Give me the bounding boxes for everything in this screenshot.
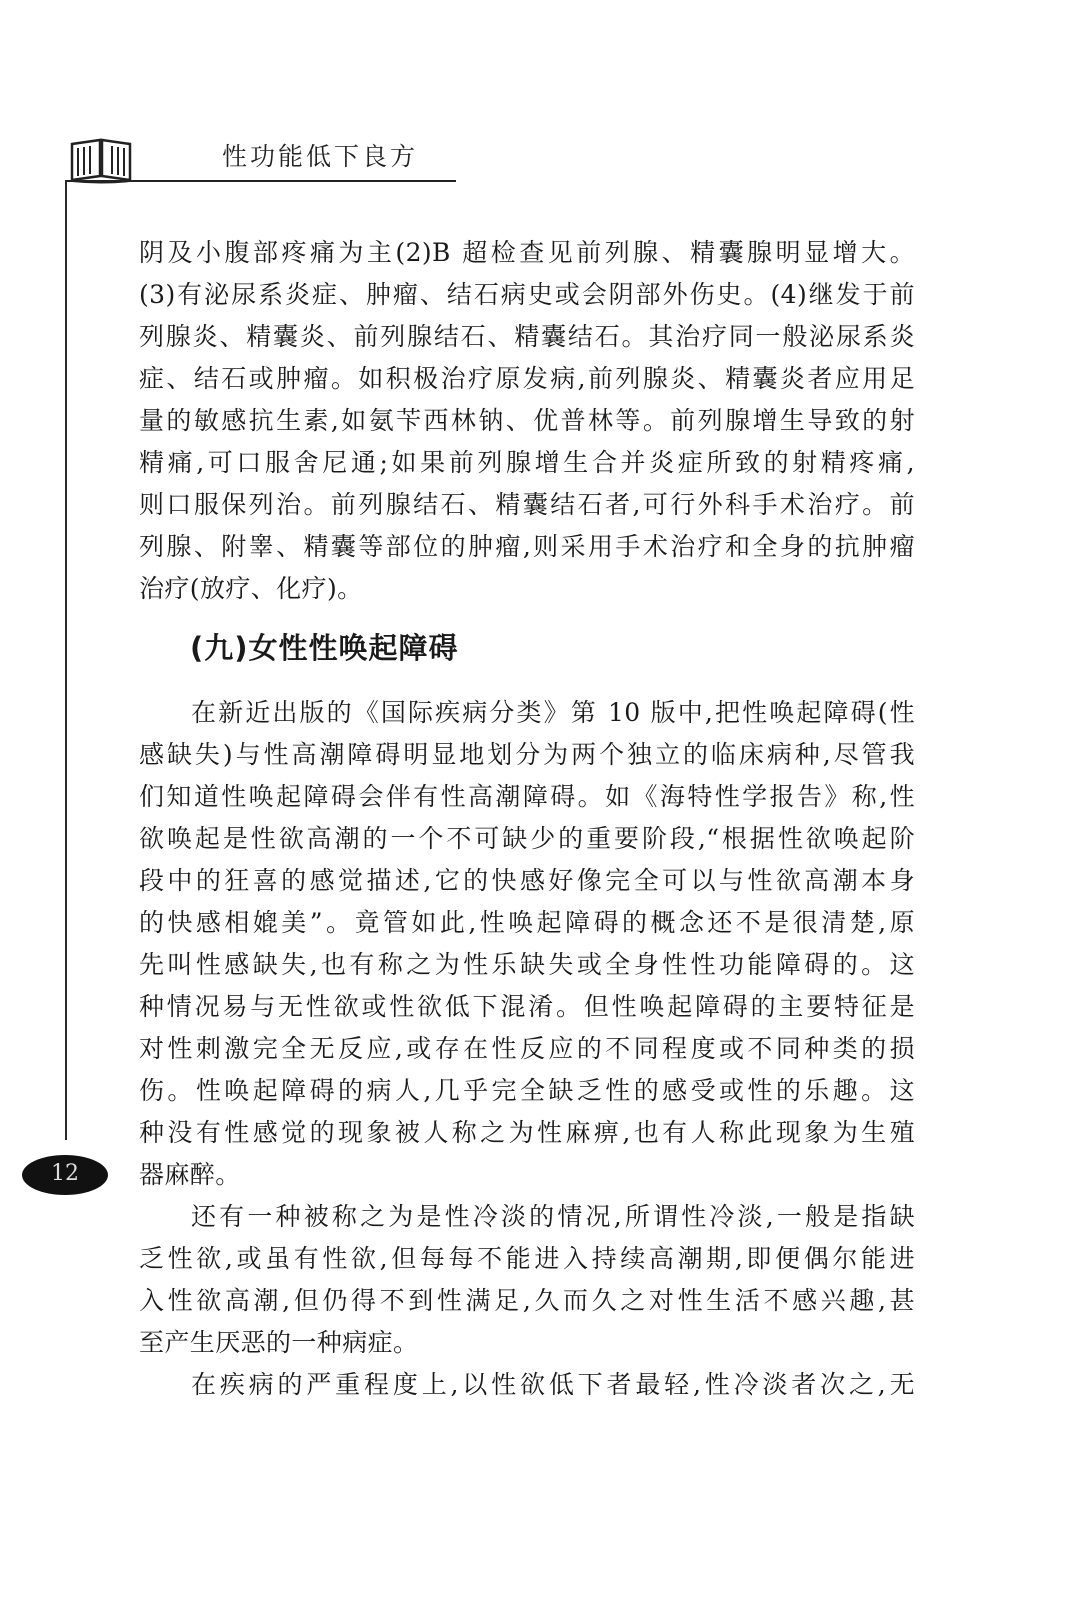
text-line: 们知道性唤起障碍会伴有性高潮障碍。如《海特性学报告》称,性 (139, 782, 915, 811)
text-line: 至产生厌恶的一种病症。 (139, 1328, 419, 1357)
text-line: 量的敏感抗生素,如氨苄西林钠、优普林等。前列腺增生导致的射 (139, 406, 915, 435)
text-line: 症、结石或肿瘤。如积极治疗原发病,前列腺炎、精囊炎者应用足 (139, 364, 915, 393)
text-line: 入性欲高潮,但仍得不到性满足,久而久之对性生活不感兴趣,甚 (139, 1286, 915, 1315)
paragraph-2 (139, 692, 915, 1196)
page-number-badge (22, 1155, 108, 1195)
paragraph-1 (139, 232, 915, 610)
text-line: (3)有泌尿系炎症、肿瘤、结石病史或会阴部外伤史。(4)继发于前 (139, 280, 915, 309)
text-line: 阴及小腹部疼痛为主(2)B 超检查见前列腺、精囊腺明显增大。 (139, 238, 915, 267)
open-book-icon (70, 138, 132, 184)
text-line: 乏性欲,或虽有性欲,但每每不能进入持续高潮期,即便偶尔能进 (139, 1244, 915, 1273)
text-line: 种没有性感觉的现象被人称之为性麻痹,也有人称此现象为生殖 (139, 1118, 915, 1147)
text-line: 先叫性感缺失,也有称之为性乐缺失或全身性性功能障碍的。这 (139, 950, 915, 979)
text-line: 在新近出版的《国际疾病分类》第 10 版中,把性唤起障碍(性 (191, 698, 915, 727)
section-heading: (九)女性性唤起障碍 (190, 631, 459, 665)
text-line: 伤。性唤起障碍的病人,几乎完全缺乏性的感受或性的乐趣。这 (139, 1076, 915, 1105)
page-number: 12 (51, 1161, 79, 1186)
paragraph-4 (139, 1364, 915, 1406)
text-line: 列腺炎、精囊炎、前列腺结石、精囊结石。其治疗同一般泌尿系炎 (139, 322, 915, 351)
text-line: 欲唤起是性欲高潮的一个不可缺少的重要阶段,“根据性欲唤起阶 (139, 824, 915, 853)
text-line: 则口服保列治。前列腺结石、精囊结石者,可行外科手术治疗。前 (139, 490, 915, 519)
text-line: 段中的狂喜的感觉描述,它的快感好像完全可以与性欲高潮本身 (139, 866, 915, 895)
text-line: 还有一种被称之为是性冷淡的情况,所谓性冷淡,一般是指缺 (191, 1202, 915, 1231)
text-line: 治疗(放疗、化疗)。 (139, 574, 363, 603)
side-rule (65, 180, 67, 1140)
text-line: 的快感相媲美”。竟管如此,性唤起障碍的概念还不是很清楚,原 (139, 908, 915, 937)
text-line: 精痛,可口服舍尼通;如果前列腺增生合并炎症所致的射精疼痛, (139, 448, 915, 477)
text-line: 器麻醉。 (139, 1160, 241, 1189)
text-line: 对性刺激完全无反应,或存在性反应的不同程度或不同种类的损 (139, 1034, 915, 1063)
section-body (139, 692, 915, 1406)
header-rule (66, 180, 456, 182)
paragraph-3 (139, 1196, 915, 1364)
text-line: 感缺失)与性高潮障碍明显地划分为两个独立的临床病种,尽管我 (139, 740, 915, 769)
text-line: 列腺、附睾、精囊等部位的肿瘤,则采用手术治疗和全身的抗肿瘤 (139, 532, 915, 561)
text-line: 种情况易与无性欲或性欲低下混淆。但性唤起障碍的主要特征是 (139, 992, 915, 1021)
text-line: 在疾病的严重程度上,以性欲低下者最轻,性冷淡者次之,无 (191, 1370, 915, 1399)
running-header-title: 性功能低下良方 (222, 142, 419, 171)
